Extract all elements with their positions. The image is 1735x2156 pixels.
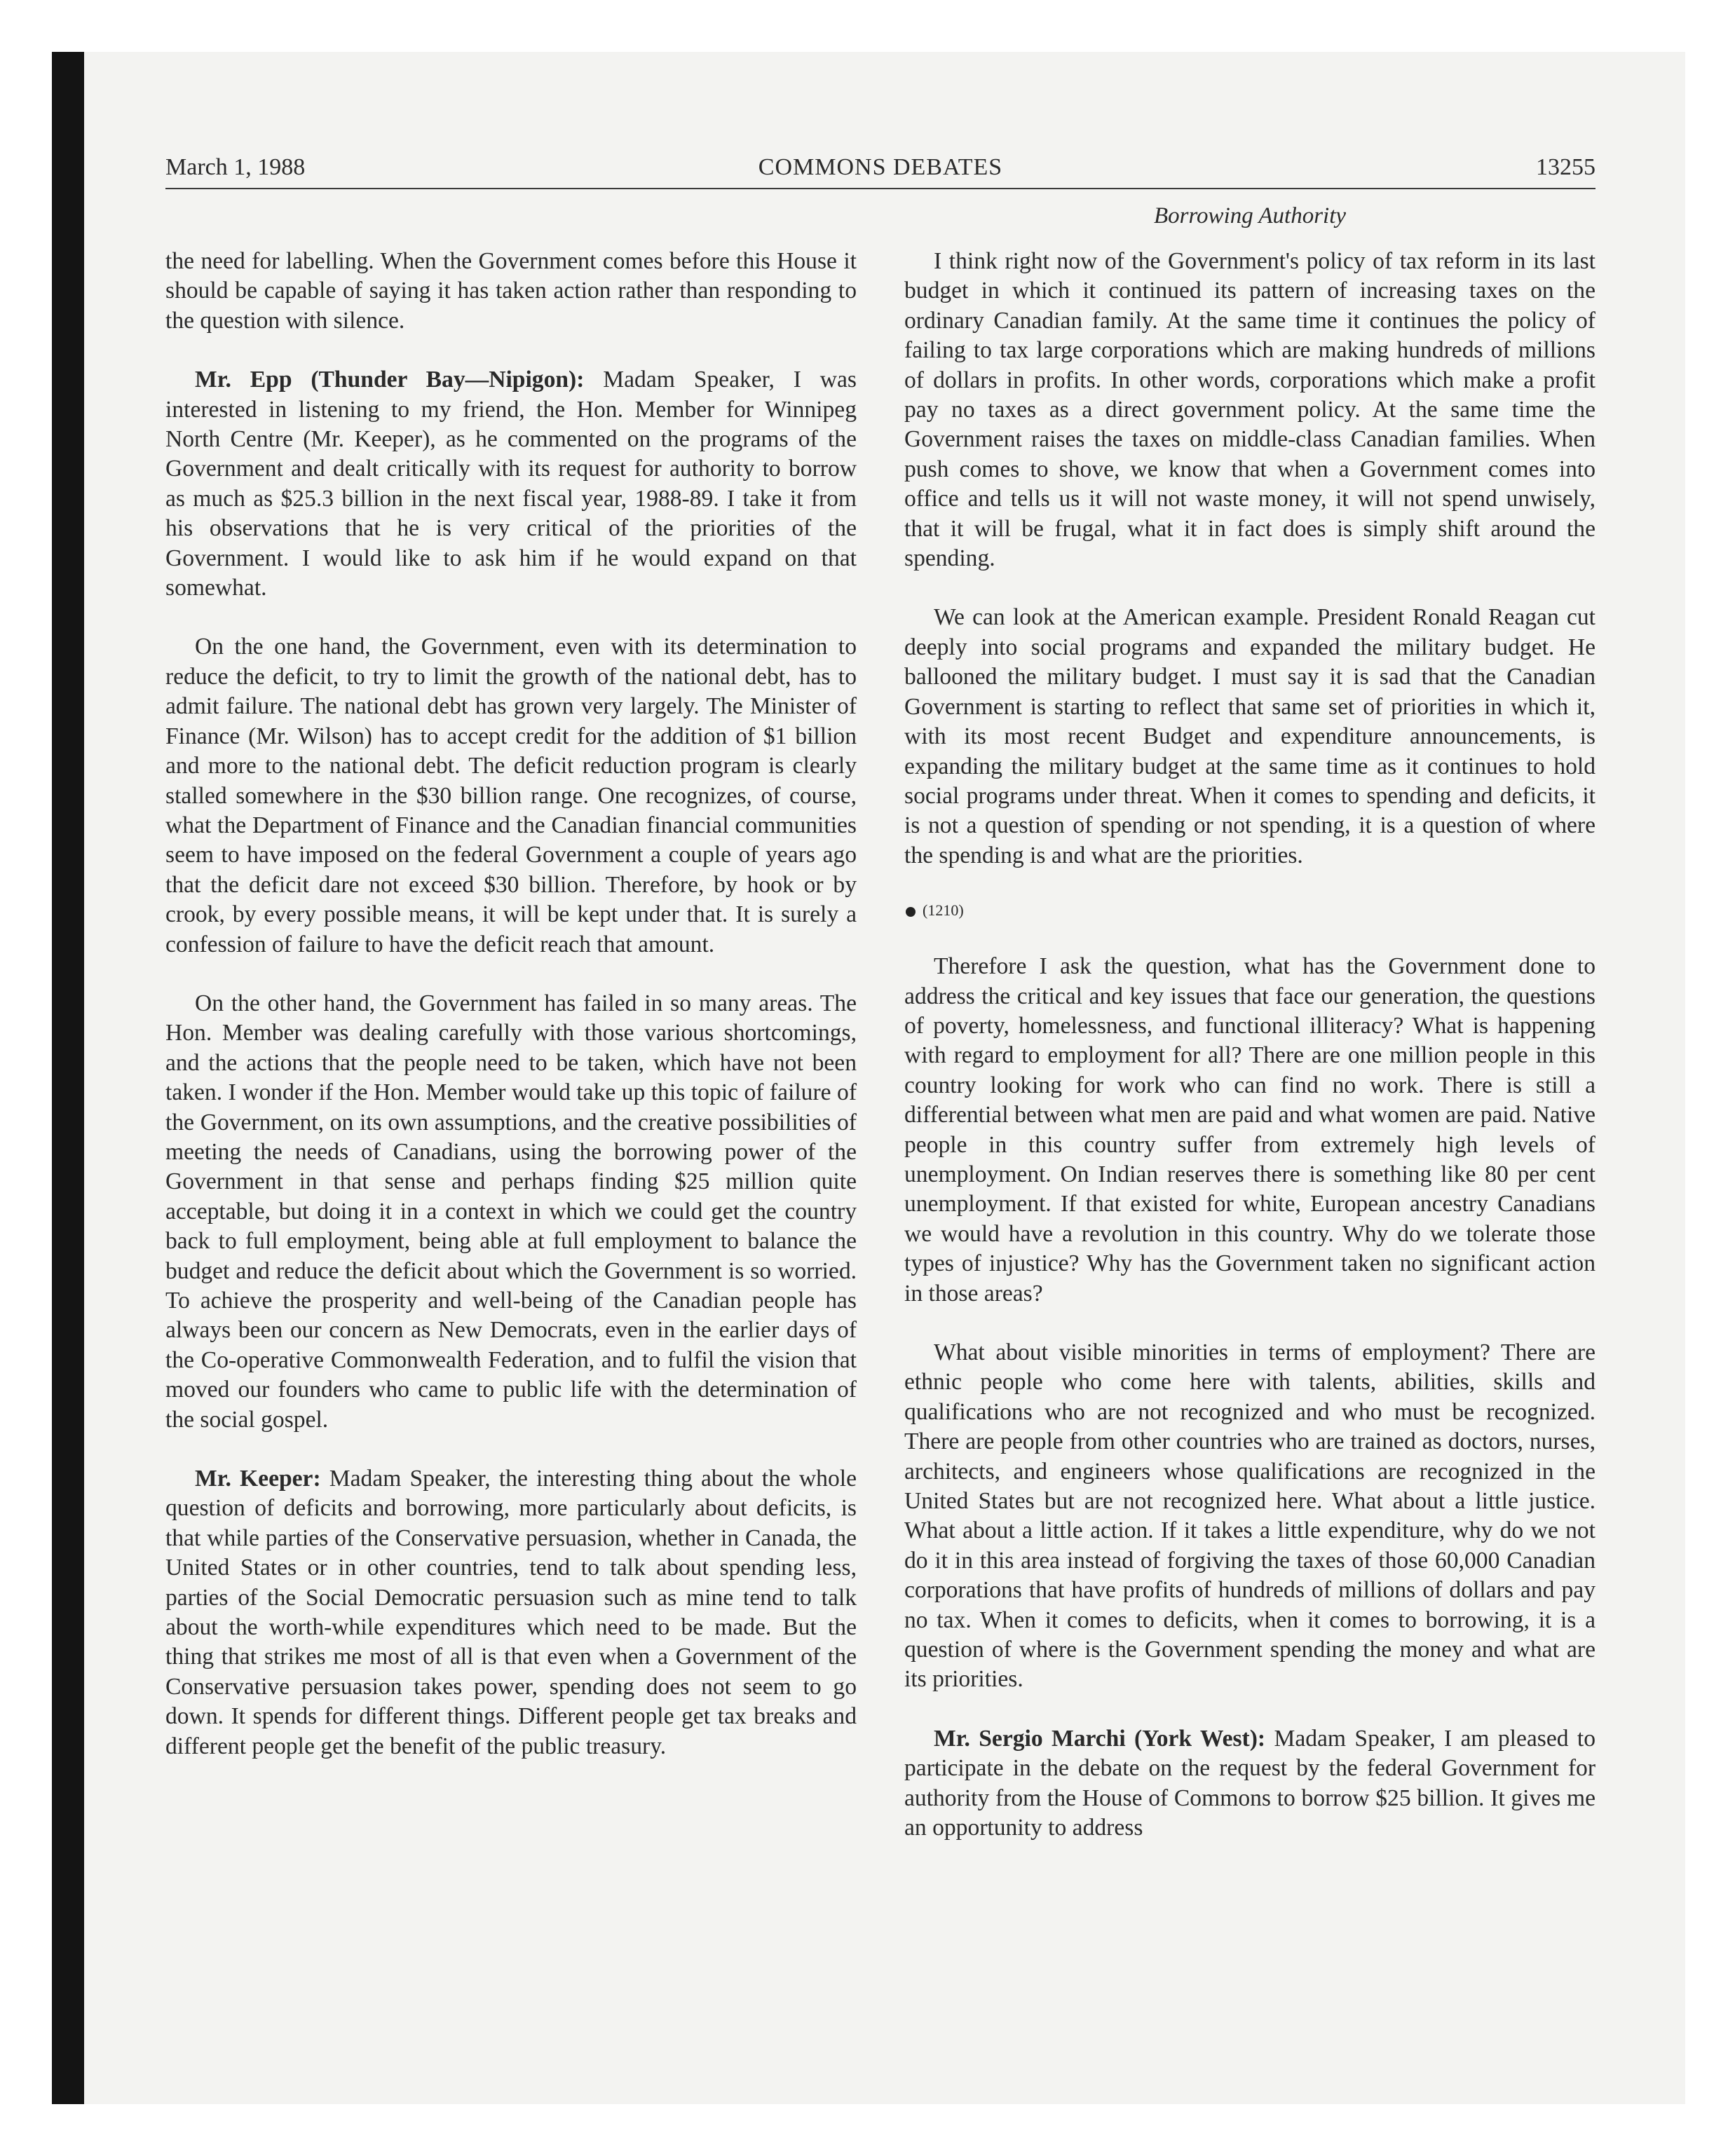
paragraph: What about visible minorities in terms of employment? There are ethnic people who come here with talents, abilities, skills and qualifications who are not recognized and who must be recognized. There are people from other countries who are trained as doctors, nurses, architects, and engineers whose qualifications are recognized in the United States but are not recognized here. What about a little justice. What about a little action. If it takes a little expenditure, why do we not do it in this area instead of forgiving the taxes of those 60,000 Canadian corporations that have profits of hundreds of millions of dollars and pay no tax. When it comes to deficits, when it comes to borrowing, it is a question of where is the Government spending the money and what are its priorities. <box>904 1339 1595 1693</box>
speaker-name: Mr. Epp (Thunder Bay—Nipigon): <box>195 367 585 393</box>
paragraph: On the other hand, the Government has failed in so many areas. The Hon. Member was dealing carefully with those various shortcomings, and the actions that the people need to be taken, which have not been taken. I wonder if the Hon. Member would take up this topic of failure of the Government, on its own assumptions, and the creative possibilities of meeting the needs of Canadians, using the borrowing power of the Government in that sense and perhaps finding $25 million quite acceptable, but doing it in a context in which we could get the country back to full employment, being able at full employment to balance the budget and reduce the deficit about which the Government is so worried. To achieve the prosperity and well-being of the Canadian people has always been our concern as New Democrats, even in the earlier days of the Co-operative Commonwealth Federation, and to fulfil the vision that moved our founders who came to public life with the determination of the social gospel. <box>165 990 857 1433</box>
speaker-name: Mr. Sergio Marchi (York West): <box>934 1725 1266 1752</box>
header-title: COMMONS DEBATES <box>758 154 1003 180</box>
header-page-number: 13255 <box>1536 154 1595 180</box>
speech-paragraph <box>165 365 857 603</box>
paragraph: I think right now of the Government's policy of tax reform in its last budget in which it continued its pattern of increasing taxes on the ordinary Canadian family. At the same time it continues the policy of failing to tax large corporations which are making hundreds of millions of dollars in profits. In other words, corporations which make a profit pay no taxes as a direct government policy. At the same time the Government raises the taxes on middle-class Canadian families. When push comes to shove, we know that when a Government comes into office and tells us it will not waste money, it will not spend unwisely, that it will be frugal, what it in fact does is simply shift around the spending. <box>904 248 1595 572</box>
left-column <box>165 247 857 1791</box>
paragraph: On the one hand, the Government, even with its determination to reduce the deficit, to try to limit the growth of the national debt, has to admit failure. The national debt has grown very largely. The Minister of Finance (Mr. Wilson) has to accept credit for the addition of $1 billion and more to the national debt. The deficit reduction program is clearly stalled somewhere in the $30 billion range. One recognizes, of course, what the Department of Finance and the Canadian financial communities seem to have imposed on the federal Government a couple of years ago that the deficit dare not exceed $30 billion. Therefore, by hook or by crook, by every possible means, it will be kept under that. It is surely a confession of failure to have the deficit reach that amount. <box>165 634 857 957</box>
paragraph: Therefore I ask the question, what has the Government done to address the critical and key issues that face our generation, the questions of poverty, homelessness, and functional illiteracy? What is happening with regard to employment for all? There are one million people in this country looking for work who can find no work. There is still a differential between what men are paid and what women are paid. Native people in this country suffer from extremely high levels of unemployment. On Indian reserves there is something like 80 per cent unemployment. If that existed for white, European ancestry Canadians we would have a revolution in this country. Why do we tolerate those types of injustice? Why has the Government taken no significant action in those areas? <box>904 953 1595 1306</box>
time-marker-label: (1210) <box>923 901 964 920</box>
right-column <box>904 247 1595 1873</box>
speech-text: Madam Speaker, the interesting thing about the whole question of deficits and borrowing, more particularly about deficits, is that while parties of the Conservative persuasion, whether in Canada, the United States or in other countries, tend to talk about spending less, parties of the Social Democratic persuasion such as mine tend to talk about the worth-while expenditures which need to be made. But the thing that strikes me most of all is that even when a Government of the Conservative persuasion takes power, spending does not seem to go down. It spends for different things. Different people get tax breaks and different people get the benefit of the public treasury. <box>165 1466 857 1759</box>
running-head: Borrowing Authority <box>1153 203 1347 228</box>
speech-text: Madam Speaker, I am pleased to participate in the debate on the request by the federal Government for authority from the House of Commons to borrow $25 billion. It gives me an opportunity to address <box>904 1725 1595 1841</box>
speech-text: Madam Speaker, I was interested in listening to my friend, the Hon. Member for Winnipeg North Centre (Mr. Keeper), as he commented on the programs of the Government and dealt critically with its request for authority to borrow as much as $25.3 billion in the next fiscal year, 1988-89. I take it from his observations that he is very critical of the priorities of the Government. I would like to ask him if he would expand on that somewhat. <box>165 367 857 601</box>
speech-paragraph <box>904 1724 1595 1843</box>
scan-binding-edge <box>52 52 84 2104</box>
page-header <box>165 153 1595 189</box>
paragraph: the need for labelling. When the Government comes before this House it should be capable of saying it has taken action rather than responding to the question with silence. <box>165 248 857 334</box>
paragraph: We can look at the American example. President Ronald Reagan cut deeply into social programs and expanded the military budget. He ballooned the military budget. I must say it is sad that the Canadian Government is starting to reflect that same set of priorities in which it, with its most recent Budget and expenditure announcements, is expanding the military budget at the same time as it continues to hold social programs under threat. When it comes to spending and deficits, it is not a question of spending or not spending, it is a question of where the spending is and what are the priorities. <box>904 604 1595 868</box>
speaker-name: Mr. Keeper: <box>195 1466 321 1492</box>
bullet-icon <box>906 907 916 917</box>
speech-paragraph <box>165 1464 857 1761</box>
header-date: March 1, 1988 <box>165 154 306 180</box>
time-marker <box>904 900 1595 921</box>
